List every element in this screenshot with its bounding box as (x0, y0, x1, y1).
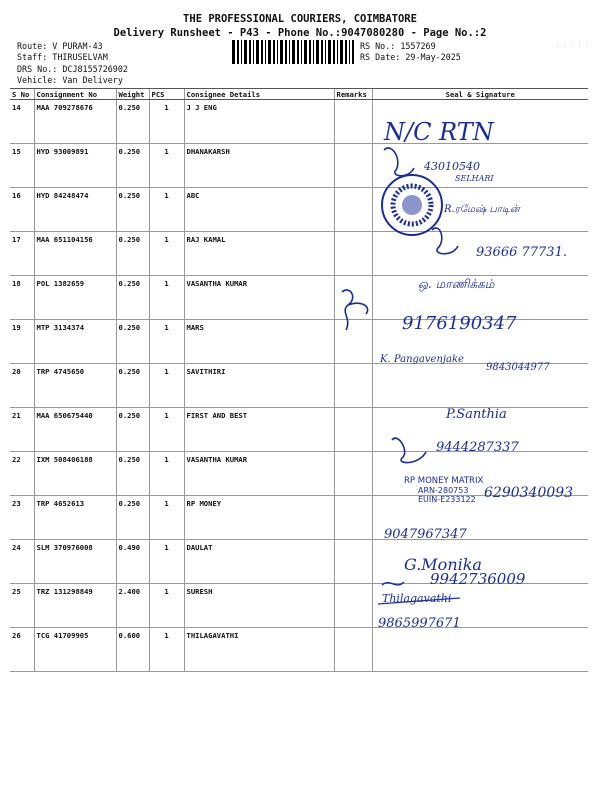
table-row (10, 584, 588, 628)
cell-consignment: TRZ 131298849 (34, 584, 116, 628)
cell-pcs: 1 (149, 320, 184, 364)
cell-sno: 16 (10, 188, 34, 232)
cell-consignee: MARS (184, 320, 334, 364)
barcode-bar (277, 40, 278, 64)
cell-weight: 0.250 (116, 364, 149, 408)
sig-r20a: K. Pangavenjake (380, 354, 464, 365)
sig-r19: 9176190347 (402, 313, 517, 334)
cell-pcs: 1 (149, 496, 184, 540)
sig-r25a: G.Monika (404, 555, 482, 574)
cell-sno: 24 (10, 540, 34, 584)
cell-remarks (334, 496, 372, 540)
cell-consignee: THILAGAVATHI (184, 628, 334, 672)
cell-consignment: TRP 4652613 (34, 496, 116, 540)
cell-remarks (334, 320, 372, 364)
barcode-bar (273, 40, 275, 64)
cell-signature (372, 408, 588, 452)
staff-label: Staff: THIRUSELVAM (17, 52, 108, 62)
cell-consignee: VASANTHA KUMAR (184, 452, 334, 496)
barcode-bar (268, 40, 271, 64)
cell-consignment: MAA 650675440 (34, 408, 116, 452)
cell-signature (372, 628, 588, 672)
table-header-row (10, 89, 588, 100)
barcode-bar (340, 40, 343, 64)
stamp-euin: EUIN-E233122 (418, 495, 476, 504)
cell-remarks (334, 276, 372, 320)
cell-remarks (334, 232, 372, 276)
cell-weight: 0.250 (116, 496, 149, 540)
drs-label: DRS No.: DCJ8155726902 (17, 64, 128, 74)
faint-marks: : : : : : (556, 42, 589, 49)
table-row (10, 364, 588, 408)
barcode-bar (292, 40, 295, 64)
barcode-bar (316, 40, 319, 64)
cell-signature (372, 188, 588, 232)
cell-weight: 0.250 (116, 144, 149, 188)
rs-date: RS Date: 29-May-2025 (360, 52, 461, 62)
barcode-bar (337, 40, 338, 64)
cell-consignment: MAA 651104156 (34, 232, 116, 276)
table-row (10, 628, 588, 672)
cell-sno: 22 (10, 452, 34, 496)
cell-consignee: J J ENG (184, 100, 334, 144)
cell-remarks (334, 364, 372, 408)
cell-weight: 2.400 (116, 584, 149, 628)
cell-consignee: SAVITHIRI (184, 364, 334, 408)
cell-signature (372, 364, 588, 408)
cell-signature (372, 584, 588, 628)
cell-weight: 0.250 (116, 408, 149, 452)
col-pcs: PCS (149, 89, 184, 100)
cell-pcs: 1 (149, 188, 184, 232)
col-signature: Seal & Signature (372, 89, 588, 100)
table-row (10, 100, 588, 144)
cell-weight: 0.250 (116, 188, 149, 232)
cell-signature (372, 144, 588, 188)
cell-sno: 23 (10, 496, 34, 540)
cell-pcs: 1 (149, 452, 184, 496)
cell-consignment: HYD 93009891 (34, 144, 116, 188)
cell-consignment: MAA 709278676 (34, 100, 116, 144)
cell-consignment: HYD 84248474 (34, 188, 116, 232)
cell-pcs: 1 (149, 540, 184, 584)
sig-r18: ஒ. மாணிக்கம் (418, 277, 495, 291)
cell-weight: 0.250 (116, 452, 149, 496)
cell-consignment: POL 1382659 (34, 276, 116, 320)
cell-pcs: 1 (149, 232, 184, 276)
cell-sno: 20 (10, 364, 34, 408)
cell-sno: 21 (10, 408, 34, 452)
table-row (10, 452, 588, 496)
barcode-bar (256, 40, 259, 64)
sig-r17: 93666 77731. (476, 245, 567, 260)
barcode-bar (241, 40, 242, 64)
cell-signature (372, 276, 588, 320)
barcode-bar (325, 40, 326, 64)
barcode-bar (345, 40, 347, 64)
cell-sno: 15 (10, 144, 34, 188)
cell-pcs: 1 (149, 364, 184, 408)
sig-r15b: SELHARI (455, 174, 494, 183)
barcode-bar (309, 40, 311, 64)
sig-r26a: Thilagavathi (382, 592, 452, 605)
stamp-arn: ARN-280753 (418, 486, 469, 495)
cell-pcs: 1 (149, 100, 184, 144)
cell-signature (372, 320, 588, 364)
col-sno: S No (10, 89, 34, 100)
cell-sno: 26 (10, 628, 34, 672)
col-remarks: Remarks (334, 89, 372, 100)
barcode-bar (289, 40, 290, 64)
cell-weight: 0.490 (116, 540, 149, 584)
col-consignment: Consignment No (34, 89, 116, 100)
barcode-bar (333, 40, 335, 64)
barcode-bar (237, 40, 239, 64)
cell-weight: 0.250 (116, 320, 149, 364)
sig-r26b: 9865997671 (378, 616, 461, 631)
table-row (10, 232, 588, 276)
table-row (10, 540, 588, 584)
table-row (10, 276, 588, 320)
col-consignee: Consignee Details (184, 89, 334, 100)
cell-signature (372, 452, 588, 496)
barcode-bar (232, 40, 235, 64)
barcode-bar (261, 40, 263, 64)
cell-consignee: DHANAKARSH (184, 144, 334, 188)
company-title: THE PROFESSIONAL COURIERS, COIMBATORE (183, 13, 417, 25)
sig-r14: N/C RTN (384, 118, 494, 146)
cell-consignee: SURESH (184, 584, 334, 628)
barcode-bar (301, 40, 302, 64)
cell-consignee: VASANTHA KUMAR (184, 276, 334, 320)
vehicle-label: Vehicle: Van Delivery (17, 75, 123, 85)
sig-r22: 9444287337 (436, 440, 519, 455)
cell-weight: 0.250 (116, 232, 149, 276)
cell-sno: 25 (10, 584, 34, 628)
runsheet-title: Delivery Runsheet - P43 - Phone No.:9047080280 - Page No.:2 (113, 27, 487, 39)
cell-weight: 0.600 (116, 628, 149, 672)
barcode-bar (244, 40, 247, 64)
cell-consignee: ABC (184, 188, 334, 232)
cell-consignment: SLM 370976008 (34, 540, 116, 584)
cell-signature (372, 232, 588, 276)
cell-consignment: TRP 4745650 (34, 364, 116, 408)
cell-consignee: RAJ KAMAL (184, 232, 334, 276)
cell-consignment: IXM 508406188 (34, 452, 116, 496)
cell-remarks (334, 452, 372, 496)
sig-r25b: 9942736009 (430, 570, 526, 588)
cell-consignee: FIRST AND BEST (184, 408, 334, 452)
cell-signature (372, 496, 588, 540)
barcode-bar (352, 40, 354, 64)
cell-remarks (334, 188, 372, 232)
sig-r23: 6290340093 (484, 485, 574, 501)
barcode-bar (349, 40, 350, 64)
barcode-bar (249, 40, 251, 64)
sig-r21: P.Santhia (446, 407, 507, 422)
sig-r15a: 43010540 (424, 160, 480, 173)
cell-remarks (334, 144, 372, 188)
cell-pcs: 1 (149, 144, 184, 188)
barcode-bar (328, 40, 331, 64)
cell-signature (372, 540, 588, 584)
sig-r24: 9047967347 (384, 527, 467, 542)
barcode-bar (253, 40, 254, 64)
barcode-bar (297, 40, 299, 64)
runsheet-table (10, 88, 588, 672)
rs-number: RS No.: 1557269 (360, 41, 436, 51)
sig-r20b: 9843044977 (486, 362, 550, 373)
barcode-bar (304, 40, 307, 64)
barcode-bar (285, 40, 287, 64)
barcode-bar (313, 40, 314, 64)
cell-remarks (334, 628, 372, 672)
cell-consignee: DAULAT (184, 540, 334, 584)
barcode-bar (280, 40, 283, 64)
cell-pcs: 1 (149, 584, 184, 628)
cell-pcs: 1 (149, 276, 184, 320)
table-row (10, 144, 588, 188)
table-row (10, 188, 588, 232)
barcode-bar (321, 40, 323, 64)
cell-signature (372, 100, 588, 144)
cell-sno: 14 (10, 100, 34, 144)
cell-weight: 0.250 (116, 276, 149, 320)
cell-sno: 17 (10, 232, 34, 276)
table-row (10, 320, 588, 364)
cell-consignment: TCG 41709905 (34, 628, 116, 672)
col-weight: Weight (116, 89, 149, 100)
sig-r16: R.ரமேஷ் பாடின் (444, 204, 520, 215)
barcode (232, 40, 354, 64)
cell-sno: 18 (10, 276, 34, 320)
cell-remarks (334, 540, 372, 584)
table-row (10, 496, 588, 540)
cell-weight: 0.250 (116, 100, 149, 144)
table-row (10, 408, 588, 452)
stamp-rp-money: RP MONEY MATRIX (404, 476, 484, 486)
cell-pcs: 1 (149, 628, 184, 672)
cell-consignment: MTP 3134374 (34, 320, 116, 364)
cell-remarks (334, 408, 372, 452)
route-label: Route: V PURAM-43 (17, 41, 103, 51)
cell-pcs: 1 (149, 408, 184, 452)
barcode-bar (265, 40, 266, 64)
cell-sno: 19 (10, 320, 34, 364)
cell-remarks (334, 100, 372, 144)
cell-remarks (334, 584, 372, 628)
cell-consignee: RP MONEY (184, 496, 334, 540)
